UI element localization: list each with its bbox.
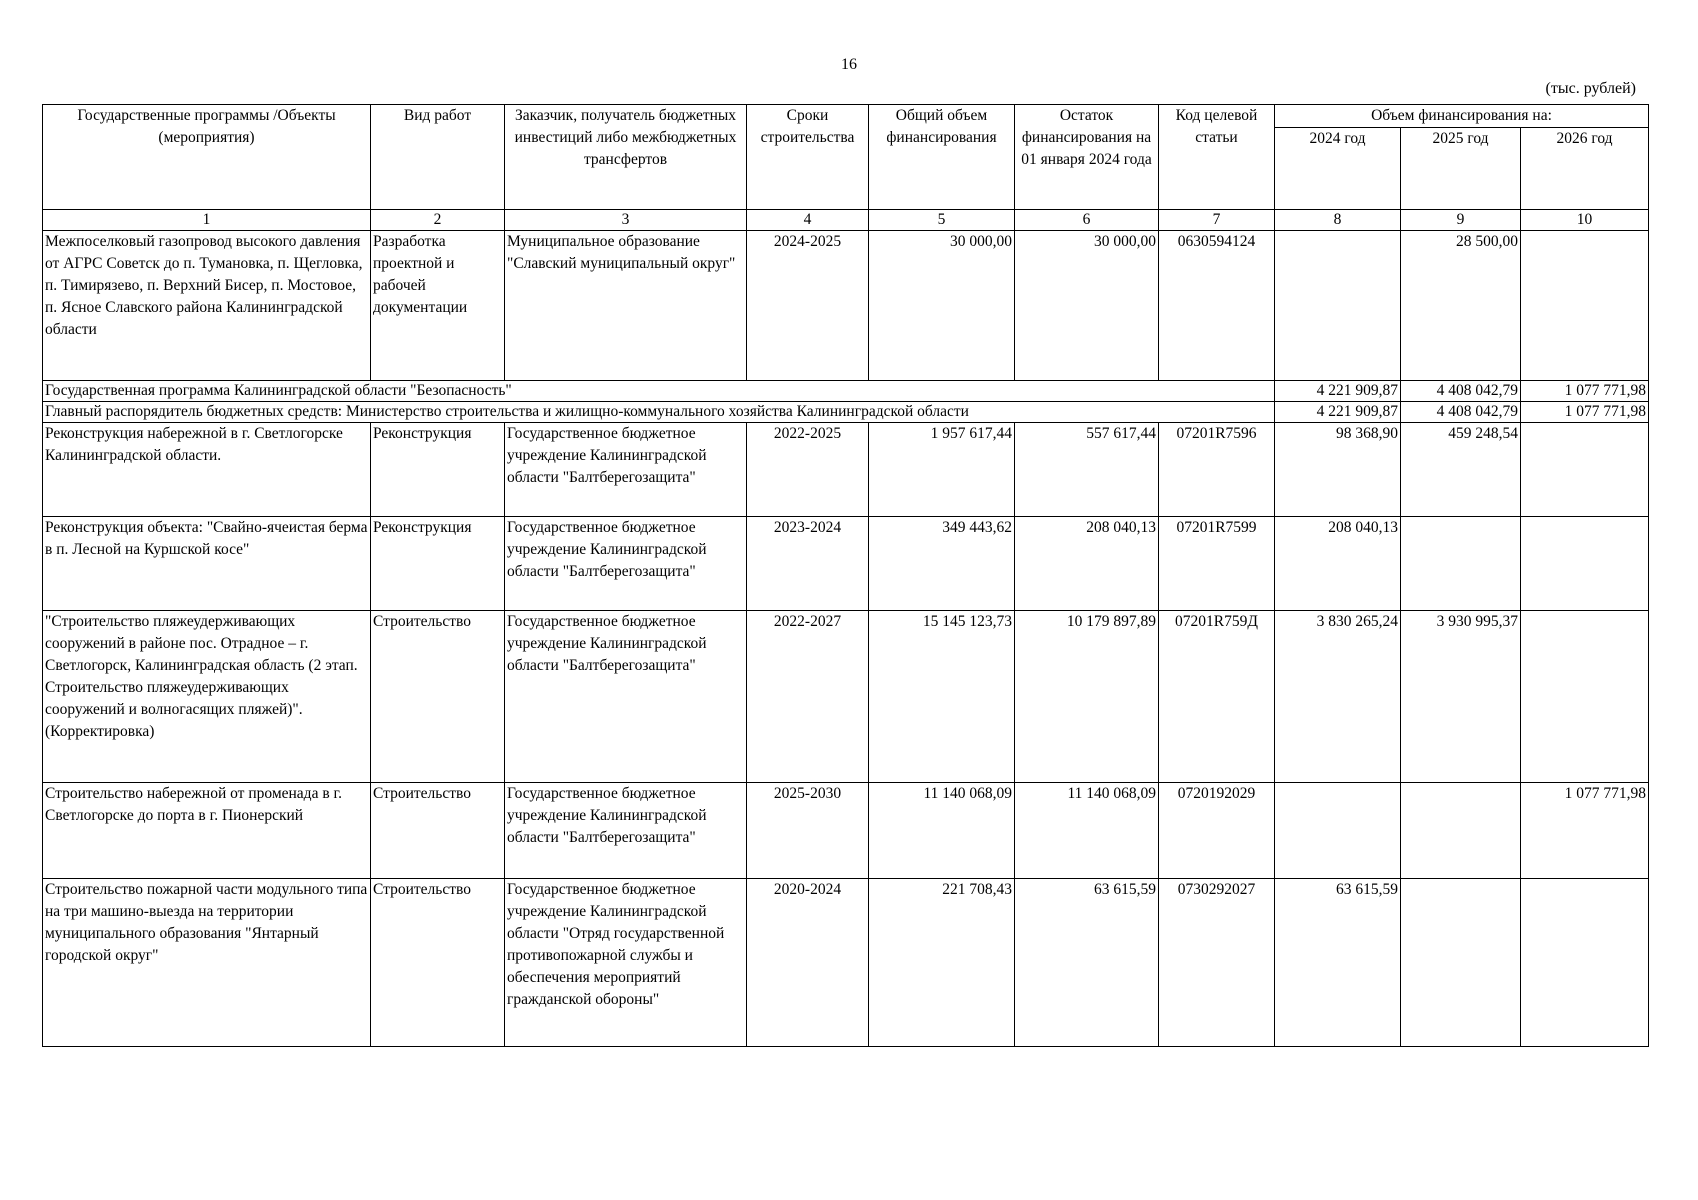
period: 2025-2030: [747, 783, 869, 879]
period: 2023-2024: [747, 517, 869, 611]
ministry-2026: 1 077 771,98: [1521, 402, 1649, 423]
units-label: (тыс. рублей): [1545, 80, 1636, 97]
funding-2024: [1275, 231, 1401, 381]
header-period: Сроки строительства: [747, 105, 869, 210]
table-row: [43, 517, 1649, 611]
column-number: 1: [43, 210, 371, 231]
funding-2026: [1521, 231, 1649, 381]
customer: Муниципальное образование "Славский муниципальный округ": [505, 231, 747, 381]
funding-2026: [1521, 517, 1649, 611]
ministry-2025: 4 408 042,79: [1401, 402, 1521, 423]
total-funding: 15 145 123,73: [869, 611, 1015, 783]
total-funding: 349 443,62: [869, 517, 1015, 611]
remaining-funding: 208 040,13: [1015, 517, 1159, 611]
table-row: [43, 783, 1649, 879]
program-2024: 4 221 909,87: [1275, 381, 1401, 402]
column-number: 5: [869, 210, 1015, 231]
remaining-funding: 11 140 068,09: [1015, 783, 1159, 879]
target-code: 07201R7596: [1159, 423, 1275, 517]
ministry-title: Главный распорядитель бюджетных средств: Министерство строительства и жилищно-коммунального хозяйства Калининградской области: [43, 402, 1275, 423]
total-funding: 30 000,00: [869, 231, 1015, 381]
customer: Государственное бюджетное учреждение Калининградской области "Балтберегозащита": [505, 423, 747, 517]
header-work-type: Вид работ: [371, 105, 505, 210]
target-code: 07201R759Д: [1159, 611, 1275, 783]
funding-2026: 1 077 771,98: [1521, 783, 1649, 879]
customer: Государственное бюджетное учреждение Калининградской области "Отряд государственной противопожарной службы и обеспечения мероприятий гражданской обороны": [505, 879, 747, 1047]
funding-2025: 3 930 995,37: [1401, 611, 1521, 783]
table-row: [43, 611, 1649, 783]
ministry-2024: 4 221 909,87: [1275, 402, 1401, 423]
target-code: 0630594124: [1159, 231, 1275, 381]
page-number: 16: [841, 56, 857, 73]
object-name: Реконструкция объекта: "Свайно-ячеистая берма в п. Лесной на Куршской косе": [43, 517, 371, 611]
funding-2025: [1401, 783, 1521, 879]
period: 2022-2025: [747, 423, 869, 517]
remaining-funding: 557 617,44: [1015, 423, 1159, 517]
total-funding: 1 957 617,44: [869, 423, 1015, 517]
customer: Государственное бюджетное учреждение Калининградской области "Балтберегозащита": [505, 783, 747, 879]
budget-table: [42, 104, 1649, 1047]
target-code: 0720192029: [1159, 783, 1275, 879]
column-number: 7: [1159, 210, 1275, 231]
funding-2026: [1521, 879, 1649, 1047]
program-2025: 4 408 042,79: [1401, 381, 1521, 402]
remaining-funding: 30 000,00: [1015, 231, 1159, 381]
funding-2026: [1521, 611, 1649, 783]
funding-2024: 208 040,13: [1275, 517, 1401, 611]
column-number: 4: [747, 210, 869, 231]
funding-2024: 63 615,59: [1275, 879, 1401, 1047]
ministry-row: [43, 402, 1649, 423]
total-funding: 221 708,43: [869, 879, 1015, 1047]
work-type: Реконструкция: [371, 423, 505, 517]
period: 2020-2024: [747, 879, 869, 1047]
period: 2024-2025: [747, 231, 869, 381]
period: 2022-2027: [747, 611, 869, 783]
customer: Государственное бюджетное учреждение Калининградской области "Балтберегозащита": [505, 517, 747, 611]
header-programs: Государственные программы /Объекты (мероприятия): [43, 105, 371, 210]
table-row: [43, 879, 1649, 1047]
header-row: [43, 105, 1649, 128]
column-number: 6: [1015, 210, 1159, 231]
funding-2024: 3 830 265,24: [1275, 611, 1401, 783]
header-2024: 2024 год: [1275, 128, 1401, 210]
total-funding: 11 140 068,09: [869, 783, 1015, 879]
column-number: 10: [1521, 210, 1649, 231]
remaining-funding: 63 615,59: [1015, 879, 1159, 1047]
customer: Государственное бюджетное учреждение Калининградской области "Балтберегозащита": [505, 611, 747, 783]
funding-2024: [1275, 783, 1401, 879]
work-type: Строительство: [371, 611, 505, 783]
work-type: Разработка проектной и рабочей документации: [371, 231, 505, 381]
funding-2024: 98 368,90: [1275, 423, 1401, 517]
object-name: "Строительство пляжеудерживающих сооружений в районе пос. Отрадное – г. Светлогорск, Калининградская область (2 этап. Строительство пляжеудерживающих сооружений и волногасящих пляжей)". (Корректировка): [43, 611, 371, 783]
object-name: Строительство пожарной части модульного типа на три машино-выезда на территории муниципального образования "Янтарный городской округ": [43, 879, 371, 1047]
column-number: 8: [1275, 210, 1401, 231]
table-row: [43, 423, 1649, 517]
object-name: Межпоселковый газопровод высокого давления от АГРС Советск до п. Тумановка, п. Щегловка, п. Тимирязево, п. Верхний Бисер, п. Мостовое, п. Ясное Славского района Калининградской области: [43, 231, 371, 381]
remaining-funding: 10 179 897,89: [1015, 611, 1159, 783]
table-row: [43, 231, 1649, 381]
header-2026: 2026 год: [1521, 128, 1649, 210]
funding-2025: [1401, 517, 1521, 611]
header-funding-group: Объем финансирования на:: [1275, 105, 1649, 128]
funding-2025: 459 248,54: [1401, 423, 1521, 517]
program-row: [43, 381, 1649, 402]
program-title: Государственная программа Калининградской области "Безопасность": [43, 381, 1275, 402]
header-remaining-funding: Остаток финансирования на 01 января 2024 года: [1015, 105, 1159, 210]
header-2025: 2025 год: [1401, 128, 1521, 210]
funding-2025: [1401, 879, 1521, 1047]
work-type: Строительство: [371, 783, 505, 879]
object-name: Строительство набережной от променада в г. Светлогорске до порта в г. Пионерский: [43, 783, 371, 879]
column-numbers-row: [43, 210, 1649, 231]
target-code: 07201R7599: [1159, 517, 1275, 611]
object-name: Реконструкция набережной в г. Светлогорске Калининградской области.: [43, 423, 371, 517]
funding-2025: 28 500,00: [1401, 231, 1521, 381]
header-total-funding: Общий объем финансирования: [869, 105, 1015, 210]
program-2026: 1 077 771,98: [1521, 381, 1649, 402]
header-customer: Заказчик, получатель бюджетных инвестиций либо межбюджетных трансфертов: [505, 105, 747, 210]
column-number: 9: [1401, 210, 1521, 231]
funding-2026: [1521, 423, 1649, 517]
work-type: Строительство: [371, 879, 505, 1047]
column-number: 2: [371, 210, 505, 231]
work-type: Реконструкция: [371, 517, 505, 611]
target-code: 0730292027: [1159, 879, 1275, 1047]
column-number: 3: [505, 210, 747, 231]
header-code: Код целевой статьи: [1159, 105, 1275, 210]
